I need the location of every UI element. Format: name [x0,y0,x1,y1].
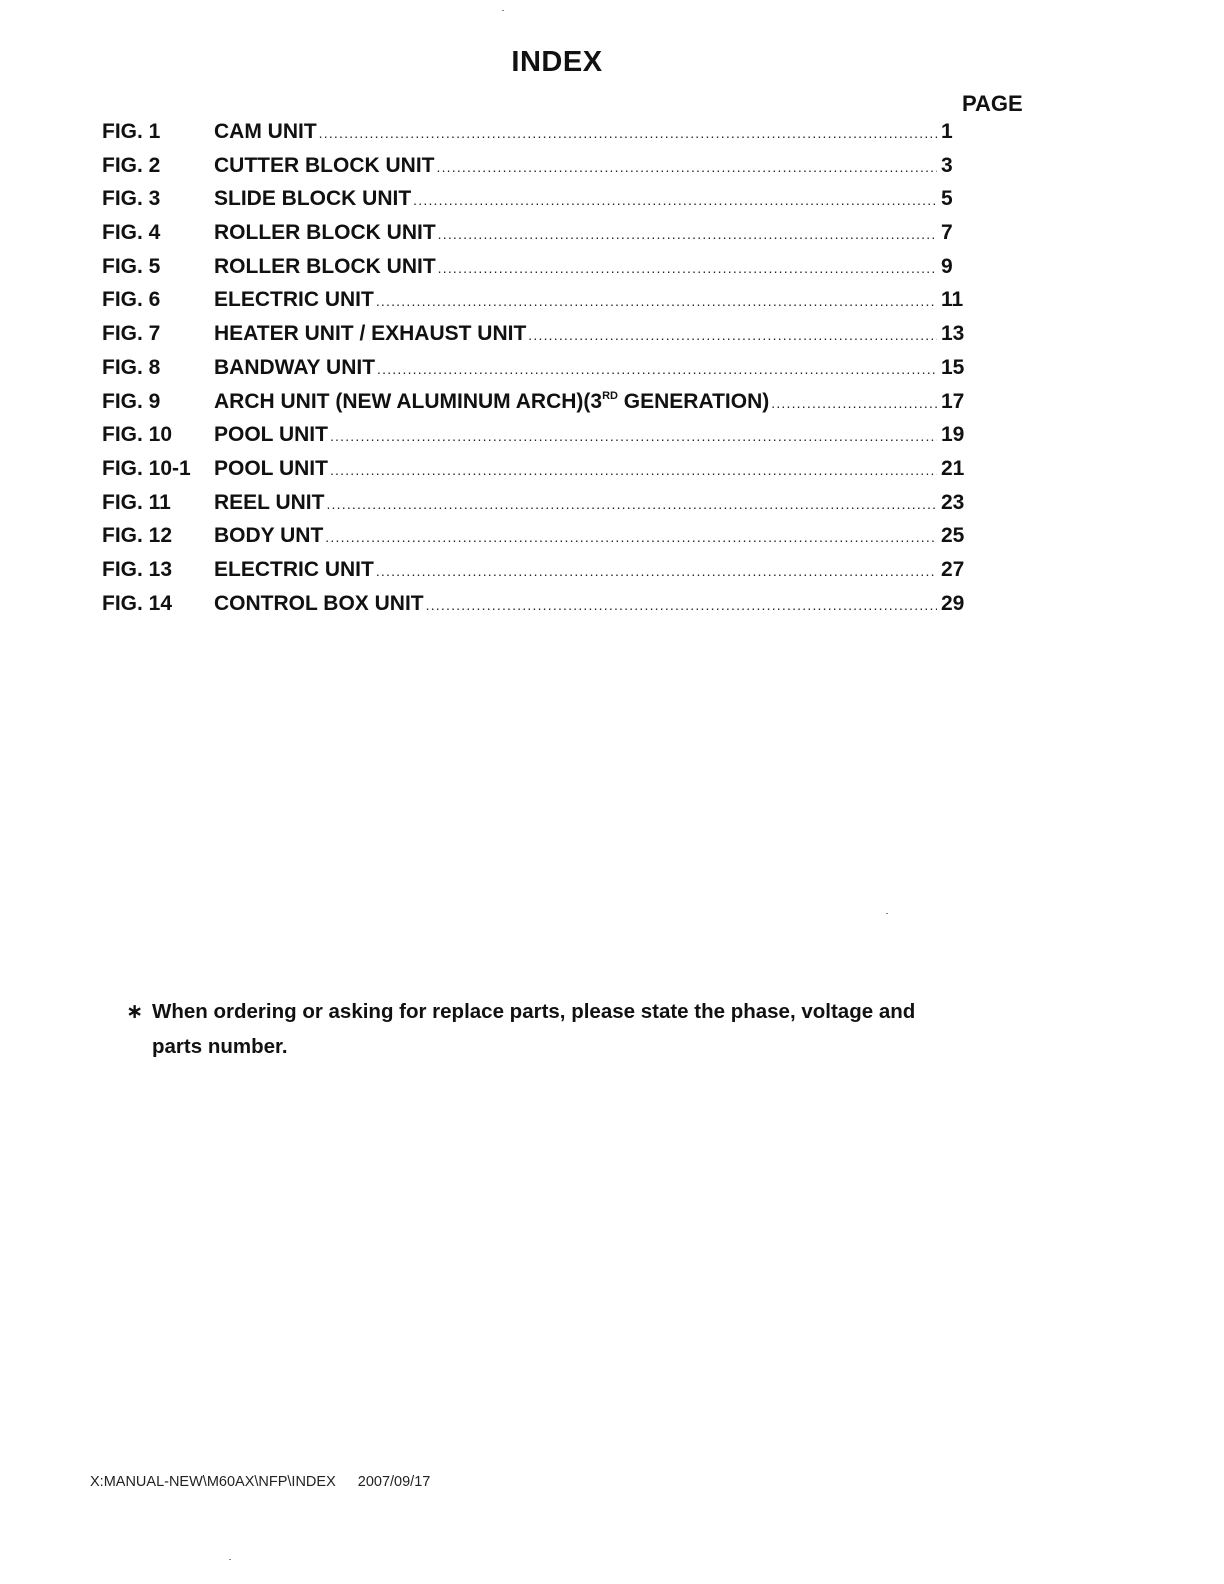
toc-entry [102,120,1002,154]
file-path: X:MANUAL-NEW\M60AX\NFP\INDEX [90,1474,336,1490]
figure-number: FIG. 12 [102,524,173,548]
figure-number: FIG. 7 [102,322,161,346]
dot-leader [376,293,937,309]
dot-leader [326,496,937,512]
note-line-2: parts number. [152,1035,288,1058]
page-number: 25 [941,524,965,548]
entry-title: BANDWAY UNIT [214,355,376,379]
page-number: 1 [941,120,953,143]
figure-number: FIG. 10-1 [102,456,191,480]
entry-title-part: GENERATION) [617,389,770,413]
toc-entry [102,592,1002,626]
page-number: 5 [941,187,953,211]
entry-title: REEL UNIT [214,490,325,514]
page-number: 7 [941,221,953,245]
page-title: INDEX [511,46,603,78]
figure-number: FIG. 8 [102,355,161,379]
dot-leader [376,563,937,579]
scan-speck [229,1559,231,1560]
toc-entry [102,423,1002,457]
note-text: When ordering or asking for replace parts, please state the phase, voltage and [152,1000,916,1023]
scan-speck [886,913,888,914]
asterisk-icon: ∗ [126,1000,144,1023]
entry-title [214,390,769,414]
entry-title-part: ARCH UNIT (NEW ALUMINUM ARCH)(3 [214,389,603,413]
dot-leader [438,226,937,242]
page-number: 15 [941,355,965,379]
toc-entry [102,288,1002,322]
entry-title: HEATER UNIT / EXHAUST UNIT [214,322,527,346]
entry-title: ELECTRIC UNIT [214,557,374,581]
entry-title: BODY UNT [214,524,324,548]
toc-entry [102,491,1002,525]
dot-leader [330,462,937,478]
dot-leader [330,428,937,444]
dot-leader [377,361,937,377]
entry-title: ELECTRIC UNIT [214,288,374,312]
toc-entry [102,221,1002,255]
figure-number: FIG. 3 [102,187,161,211]
table-of-contents [102,120,1002,625]
page-number: 19 [941,423,965,447]
note-line-1 [126,994,1026,1029]
dot-leader [325,529,937,545]
toc-entry [102,390,1002,424]
entry-title: CUTTER BLOCK UNIT [214,153,435,177]
toc-entry [102,524,1002,558]
page-number: 29 [941,591,965,615]
figure-number: FIG. 2 [102,153,161,177]
entry-title: POOL UNIT [214,423,328,447]
page-number: 11 [941,288,964,312]
page-number: 3 [941,153,953,177]
dot-leader [438,260,937,276]
footer [90,1474,430,1490]
ordering-note [126,994,1026,1064]
figure-number: FIG. 14 [102,591,173,615]
figure-number: FIG. 1 [102,120,161,143]
page-number: 27 [941,557,965,581]
figure-number: FIG. 5 [102,254,161,278]
page-number: 17 [941,389,965,413]
dot-leader [771,395,937,411]
dot-leader [319,125,937,141]
figure-number: FIG. 4 [102,221,161,245]
ordinal-superscript: RD [602,389,618,402]
toc-entry [102,154,1002,188]
toc-entry [102,322,1002,356]
page-number: 13 [941,322,965,346]
figure-number: FIG. 13 [102,557,173,581]
entry-title: POOL UNIT [214,456,328,480]
toc-entry [102,187,1002,221]
toc-entry [102,255,1002,289]
dot-leader [413,192,937,208]
figure-number: FIG. 10 [102,423,173,447]
page-number: 21 [941,456,965,480]
toc-entry [102,558,1002,592]
dot-leader [436,159,937,175]
dot-leader [426,597,937,613]
figure-number: FIG. 6 [102,288,161,312]
page-number: 23 [941,490,965,514]
scan-speck [502,10,504,11]
entry-title: ROLLER BLOCK UNIT [214,221,436,245]
page-number: 9 [941,254,953,278]
dot-leader [528,327,937,343]
figure-number: FIG. 11 [102,490,171,514]
entry-title: ROLLER BLOCK UNIT [214,254,436,278]
footer-date: 2007/09/17 [357,1474,431,1490]
entry-title: SLIDE BLOCK UNIT [214,187,412,211]
entry-title: CAM UNIT [214,120,317,143]
toc-entry [102,457,1002,491]
page-column-header: PAGE [962,91,1023,116]
figure-number: FIG. 9 [102,389,161,413]
toc-entry [102,356,1002,390]
entry-title: CONTROL BOX UNIT [214,591,424,615]
